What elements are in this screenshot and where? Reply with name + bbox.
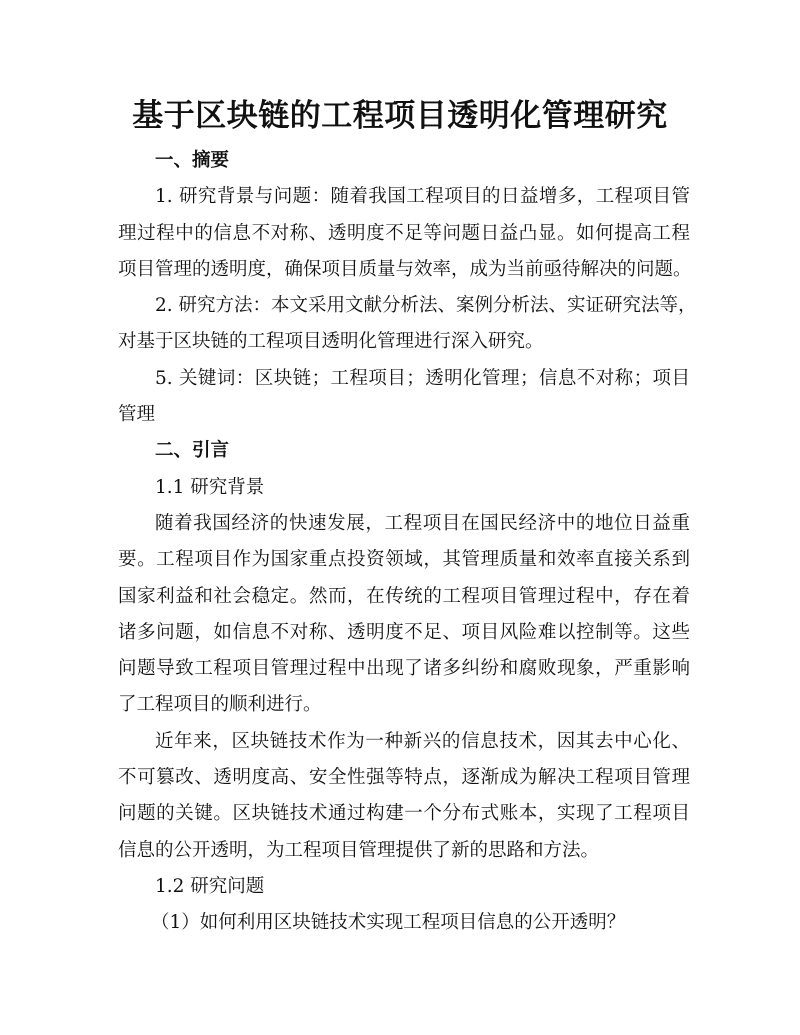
background-para-1-line-3: 国家利益和社会稳定。然而，在传统的工程项目管理过程中，存在着 (118, 585, 690, 607)
background-para-2-line-3: 问题的关键。区块链技术通过构建一个分布式账本，实现了工程项目 (118, 803, 690, 825)
keywords-line-2: 管理 (118, 404, 156, 426)
section-heading-abstract: 一、摘要 (155, 150, 230, 171)
abstract-item-1-line-3: 项目管理的透明度，确保项目质量与效率，成为当前亟待解决的问题。 (118, 258, 692, 280)
subsection-heading-research-questions: 1.2 研究问题 (155, 875, 265, 897)
background-para-2-line-2: 不可篡改、透明度高、安全性强等特点，逐渐成为解决工程项目管理 (118, 767, 690, 789)
keywords-line-1: 5. 关键词：区块链；工程项目；透明化管理；信息不对称；项目 (155, 367, 690, 389)
abstract-item-1-line-2: 理过程中的信息不对称、透明度不足等问题日益凸显。如何提高工程 (118, 222, 690, 244)
subsection-heading-background: 1.1 研究背景 (155, 476, 265, 498)
background-para-1-line-6: 了工程项目的顺利进行。 (118, 694, 322, 716)
background-para-2-line-1: 近年来，区块链技术作为一种新兴的信息技术，因其去中心化、 (155, 730, 690, 752)
abstract-item-2-line-1: 2. 研究方法：本文采用文献分析法、案例分析法、实证研究法等， (155, 295, 697, 317)
background-para-1-line-1: 随着我国经济的快速发展，工程项目在国民经济中的地位日益重 (155, 512, 690, 534)
research-question-1: （1）如何利用区块链技术实现工程项目信息的公开透明？ (151, 912, 626, 934)
background-para-1-line-4: 诸多问题，如信息不对称、透明度不足、项目风险难以控制等。这些 (118, 621, 690, 643)
section-heading-introduction: 二、引言 (155, 440, 230, 462)
abstract-item-1-line-1: 1. 研究背景与问题：随着我国工程项目的日益增多，工程项目管 (155, 186, 690, 208)
abstract-item-2-line-2: 对基于区块链的工程项目透明化管理进行深入研究。 (118, 331, 544, 353)
background-para-1-line-2: 要。工程项目作为国家重点投资领域，其管理质量和效率直接关系到 (118, 549, 690, 571)
background-para-2-line-4: 信息的公开透明，为工程项目管理提供了新的思路和方法。 (118, 839, 600, 861)
document-title: 基于区块链的工程项目透明化管理研究 (132, 98, 668, 134)
document-body (118, 143, 697, 942)
background-para-1-line-5: 问题导致工程项目管理过程中出现了诸多纠纷和腐败现象，严重影响 (118, 658, 690, 680)
